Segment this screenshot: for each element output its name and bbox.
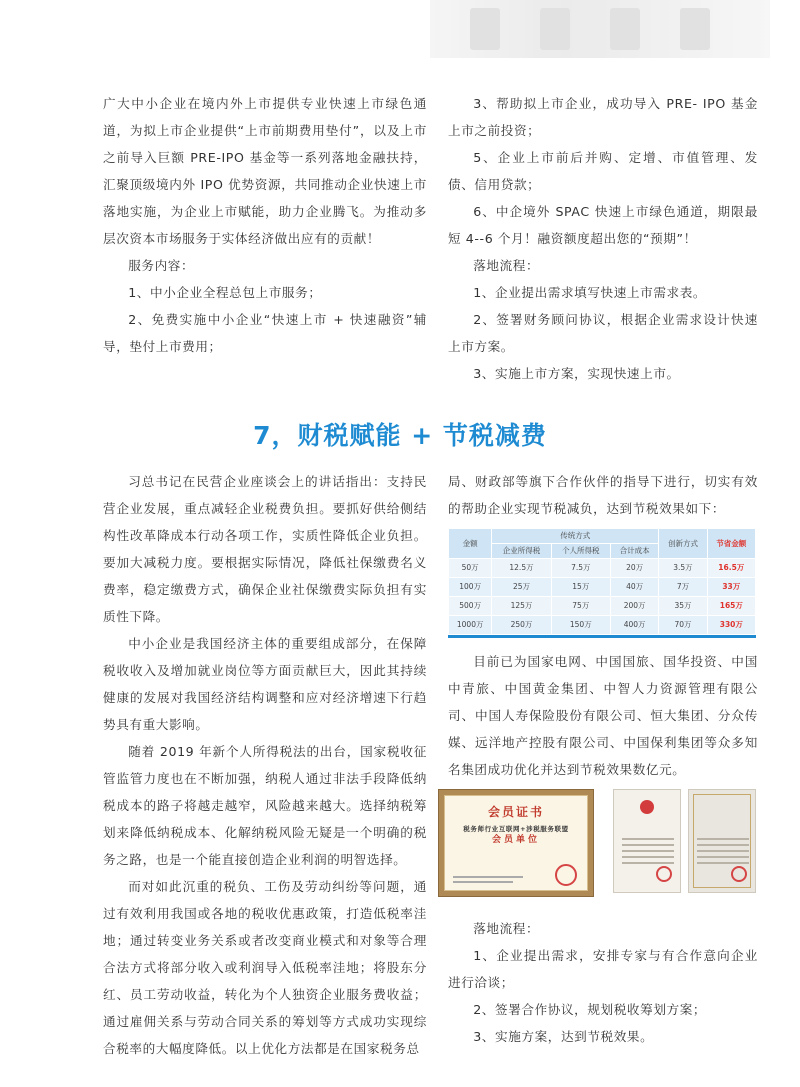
cell-total-cost: 40万: [610, 578, 658, 597]
certificate-images: [448, 789, 758, 911]
cell-personal-tax: 7.5万: [551, 559, 610, 578]
bottom-left-column: [103, 468, 427, 1062]
header-saving: 节省金额: [707, 529, 755, 559]
top-left-column: [103, 90, 427, 360]
certificate-text-line: [453, 876, 523, 878]
cell-corp-tax: 250万: [492, 616, 551, 635]
cell-personal-tax: 150万: [551, 616, 610, 635]
top-right-column: [448, 90, 758, 387]
seal-icon: [656, 866, 672, 882]
header-personal-tax: 个人所得税: [551, 544, 610, 559]
paragraph: 局、财政部等旗下合作伙伴的指导下进行，切实有效的帮助企业实现节税减负，达到节税效果如下：: [448, 474, 758, 516]
paragraph: 1、中小企业全程总包上市服务；: [128, 285, 322, 300]
table-row: [449, 597, 756, 616]
paragraph: 3、帮助拟上市企业，成功导入 PRE- IPO 基金上市之前投资；: [448, 96, 758, 138]
cell-saving: 33万: [707, 578, 755, 597]
header-innovative: 创新方式: [659, 529, 707, 559]
paragraph: 随着 2019 年新个人所得税法的出台，国家税收征管监管力度也在不断加强，纳税人通过非法手段降低纳税成本的路子将越走越窄，风险越来越大。选择纳税筹划来降低纳税成本、化解纳税风险无疑是一个明确的税务之路，也是一个能直接创造企业利润的明智选择。: [103, 744, 427, 867]
license-document: [613, 789, 681, 893]
cell-amount: 500万: [449, 597, 492, 616]
paragraph: 2、签署财务顾问协议，根据企业需求设计快速上市方案。: [448, 312, 758, 354]
header-watermark: [430, 0, 770, 58]
watermark-glyph: [540, 8, 570, 50]
header-amount: 金额: [449, 529, 492, 559]
certificate-unit: 会员单位: [491, 835, 540, 845]
membership-certificate: [438, 789, 594, 897]
watermark-glyph: [680, 8, 710, 50]
header-traditional: 传统方式: [492, 529, 659, 544]
cell-amount: 100万: [449, 578, 492, 597]
seal-icon: [731, 866, 747, 882]
paragraph: 落地流程：: [473, 921, 540, 936]
section-title: 7，财税赋能 + 节税减费: [253, 421, 547, 450]
cell-personal-tax: 15万: [551, 578, 610, 597]
seal-icon: [555, 864, 577, 886]
certificate-title: 会员证书: [487, 805, 544, 819]
cell-total-cost: 200万: [610, 597, 658, 616]
paragraph: 中小企业是我国经济主体的重要组成部分，在保障税收收入及增加就业岗位等方面贡献巨大，因此其持续健康的发展对我国经济结构调整和应对经济增速下行趋势具有重大影响。: [103, 636, 427, 732]
paragraph: 2、签署合作协议，规划税收筹划方案；: [473, 1002, 707, 1017]
table-row: [449, 578, 756, 597]
cell-amount: 50万: [449, 559, 492, 578]
cell-total-cost: 400万: [610, 616, 658, 635]
paragraph: 1、企业提出需求填写快速上市需求表。: [473, 285, 707, 300]
cell-amount: 1000万: [449, 616, 492, 635]
cell-innovative: 3.5万: [659, 559, 707, 578]
cell-corp-tax: 12.5万: [492, 559, 551, 578]
certificate-paper: [444, 795, 588, 891]
table-row: [449, 559, 756, 578]
cell-saving: 165万: [707, 597, 755, 616]
watermark-glyph: [470, 8, 500, 50]
license-document: [688, 789, 756, 893]
paragraph: 目前已为国家电网、中国国旅、国华投资、中国中青旅、中国黄金集团、中智人力资源管理有限公司、中国人寿保险股份有限公司、恒大集团、分众传媒、远洋地产控股有限公司、中国保利集团等众多知名集团成功优化并达到节税效果数亿元。: [448, 654, 758, 777]
cell-innovative: 7万: [659, 578, 707, 597]
document-text-lines: [622, 838, 674, 868]
cell-corp-tax: 25万: [492, 578, 551, 597]
paragraph: 习总书记在民营企业座谈会上的讲话指出：支持民营企业发展，重点减轻企业税费负担。要抓好供给侧结构性改革降成本行动各项工作，实质性降低企业负担。要加大减税力度。要根据实际情况，降低社保缴费名义费率，稳定缴费方式，确保企业社保缴费实际负担有实质性下降。: [103, 474, 427, 624]
paragraph: 落地流程：: [473, 258, 540, 273]
paragraph: 5、企业上市前后并购、定增、市值管理、发债、信用贷款；: [448, 150, 758, 192]
paragraph: 2、免费实施中小企业“快速上市 + 快速融资”辅导，垫付上市费用；: [103, 312, 427, 354]
certificate-text-line: [453, 881, 513, 883]
header-total-cost: 合计成本: [610, 544, 658, 559]
document-text-lines: [697, 838, 749, 868]
cell-innovative: 70万: [659, 616, 707, 635]
paragraph: 而对如此沉重的税负、工伤及劳动纠纷等问题，通过有效利用我国或各地的税收优惠政策，打造低税率洼地；通过转变业务关系或者改变商业模式和对象等合理合法方式将部分收入或利润导入低税率洼地；将股东分红、员工劳动收益，转化为个人独资企业服务费收益；通过雇佣关系与劳动合同关系的筹划等方式成功实现综合税率的大幅度降低。以上优化方法都是在国家税务总: [103, 879, 427, 1056]
cell-personal-tax: 75万: [551, 597, 610, 616]
tax-table: [448, 528, 756, 635]
tax-savings-table: [448, 528, 756, 638]
paragraph: 3、实施方案，达到节税效果。: [473, 1029, 654, 1044]
national-emblem-icon: [640, 800, 654, 814]
paragraph: 服务内容：: [128, 258, 195, 273]
paragraph: 6、中企境外 SPAC 快速上市绿色通道，期限最短 4--6 个月！融资额度超出您的“预期”！: [448, 204, 758, 246]
paragraph: 3、实施上市方案，实现快速上市。: [473, 366, 680, 381]
paragraph: 广大中小企业在境内外上市提供专业快速上市绿色通道，为拟上市企业提供“上市前期费用垫付”，以及上市之前导入巨额 PRE-IPO 基金等一系列落地金融扶持，汇聚顶级境内外 IPO 优势资源，共同推动企业快速上市落地实施，为企业上市赋能，助力企业腾飞。为推动多层次资本市场服务于实体经济做出应有的贡献！: [103, 96, 427, 246]
cell-saving: 16.5万: [707, 559, 755, 578]
cell-innovative: 35万: [659, 597, 707, 616]
table-row: [449, 616, 756, 635]
paragraph: 1、企业提出需求，安排专家与有合作意向企业进行洽谈；: [448, 948, 758, 990]
header-corp-tax: 企业所得税: [492, 544, 551, 559]
table-bottom-rule: [448, 635, 756, 638]
bottom-right-column: [448, 468, 758, 1050]
cell-saving: 330万: [707, 616, 755, 635]
cell-total-cost: 20万: [610, 559, 658, 578]
cell-corp-tax: 125万: [492, 597, 551, 616]
certificate-org: 税务师行业互联网+涉税服务联盟: [463, 825, 569, 833]
watermark-glyph: [610, 8, 640, 50]
